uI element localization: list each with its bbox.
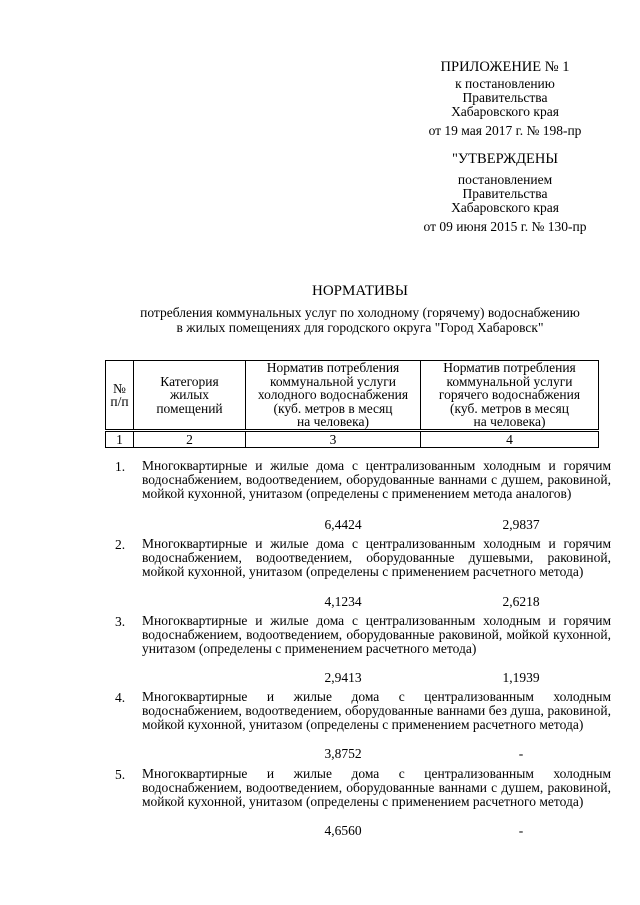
- col-number: 3: [246, 431, 421, 448]
- header-cold-water: [246, 361, 421, 431]
- norms-header-table: [105, 360, 599, 448]
- col-number: 4: [421, 431, 599, 448]
- item-description: Многоквартирные и жилые дома с централизованным холодным и горячим водоснабжением, водоотведением, оборудованные ваннами с душем, раковиной, мойкой кухонной, унитазом (определены с применением метода аналогов): [142, 458, 611, 501]
- appendix-line: Правительства: [462, 90, 548, 105]
- header-hot-line: (куб. метров в месяц: [450, 400, 569, 416]
- cold-value: 4,1234: [324, 594, 362, 609]
- header-hot-line: Норматив потребления: [443, 360, 576, 376]
- item-number: 1.: [115, 459, 126, 474]
- header-num-line: №: [113, 380, 126, 396]
- appendix-line: к постановлению: [455, 76, 555, 91]
- header-category-line: Категория: [160, 373, 219, 389]
- header-category: [134, 361, 246, 431]
- hot-value: 2,6218: [502, 594, 540, 609]
- item-number: 3.: [115, 614, 126, 629]
- hot-value: 2,9837: [502, 517, 540, 532]
- header-category-line: жилых: [169, 387, 210, 403]
- item-number: 4.: [115, 690, 126, 705]
- appendix-title: ПРИЛОЖЕНИЕ № 1: [440, 59, 570, 75]
- cold-value: 4,6560: [324, 823, 362, 838]
- subtitle-line: в жилых помещениях для городского округа "Город Хабаровск": [176, 320, 544, 335]
- header-category-line: помещений: [156, 400, 223, 416]
- hot-value: 1,1939: [502, 670, 540, 685]
- approved-title: "УТВЕРЖДЕНЫ: [452, 151, 558, 167]
- hot-value: -: [518, 823, 524, 838]
- header-cold-line: Норматив потребления: [266, 360, 400, 376]
- cold-value: 2,9413: [324, 670, 362, 685]
- item-description: Многоквартирные и жилые дома с централизованным холодным и горячим водоснабжением, водоотведением, оборудованные душевыми, раковиной, мойкой кухонной, унитазом (определены с применением расчетного метода): [142, 536, 611, 579]
- header-cold-line: на человека): [297, 414, 369, 430]
- item-number: 2.: [115, 537, 126, 552]
- approved-line: Правительства: [462, 186, 548, 201]
- item-description: Многоквартирные и жилые дома с централизованным холодным и горячим водоснабжением, водоотведением, оборудованные раковиной, мойкой кухонной, унитазом (определены с применением расчетного метода): [142, 613, 611, 656]
- appendix-block: [390, 60, 620, 138]
- item-description: Многоквартирные и жилые дома с централизованным холодным водоснабжением, водоотведением, оборудованные ваннами с душем, раковиной, мойкой кухонной, унитазом (определены с применением расчетного метода): [142, 766, 611, 809]
- subtitle-line: потребления коммунальных услуг по холодному (горячему) водоснабжению: [140, 305, 580, 320]
- header-cold-line: (куб. метров в месяц: [273, 400, 393, 416]
- col-number: 1: [106, 431, 134, 448]
- header-cold-line: холодного водоснабжения: [257, 387, 409, 403]
- header-hot-line: горячего водоснабжения: [438, 387, 581, 403]
- appendix-date: от 19 мая 2017 г. № 198-пр: [428, 123, 582, 138]
- item-number: 5.: [115, 767, 126, 782]
- appendix-line: Хабаровского края: [451, 104, 559, 119]
- approved-block: [390, 152, 620, 234]
- cold-value: 3,8752: [324, 746, 362, 761]
- header-hot-water: [421, 361, 599, 431]
- item-description: Многоквартирные и жилые дома с централизованным холодным водоснабжением, водоотведением, оборудованные ваннами без душа, раковиной, мойкой кухонной, унитазом (определены с применением расчетного метода): [142, 689, 611, 732]
- document-subtitle: [100, 305, 620, 335]
- hot-value: -: [518, 746, 524, 761]
- header-cold-line: коммунальной услуги: [270, 373, 396, 389]
- approved-date: от 09 июня 2015 г. № 130-пр: [423, 219, 587, 234]
- header-num: [106, 361, 134, 431]
- approved-line: Хабаровского края: [451, 200, 559, 215]
- col-number: 2: [134, 431, 246, 448]
- header-num-line: п/п: [110, 394, 129, 409]
- header-hot-line: коммунальной услуги: [446, 373, 573, 389]
- header-hot-line: на человека): [473, 414, 546, 430]
- cold-value: 6,4424: [324, 517, 362, 532]
- approved-line: постановлением: [457, 172, 553, 187]
- document-title: НОРМАТИВЫ: [312, 283, 408, 299]
